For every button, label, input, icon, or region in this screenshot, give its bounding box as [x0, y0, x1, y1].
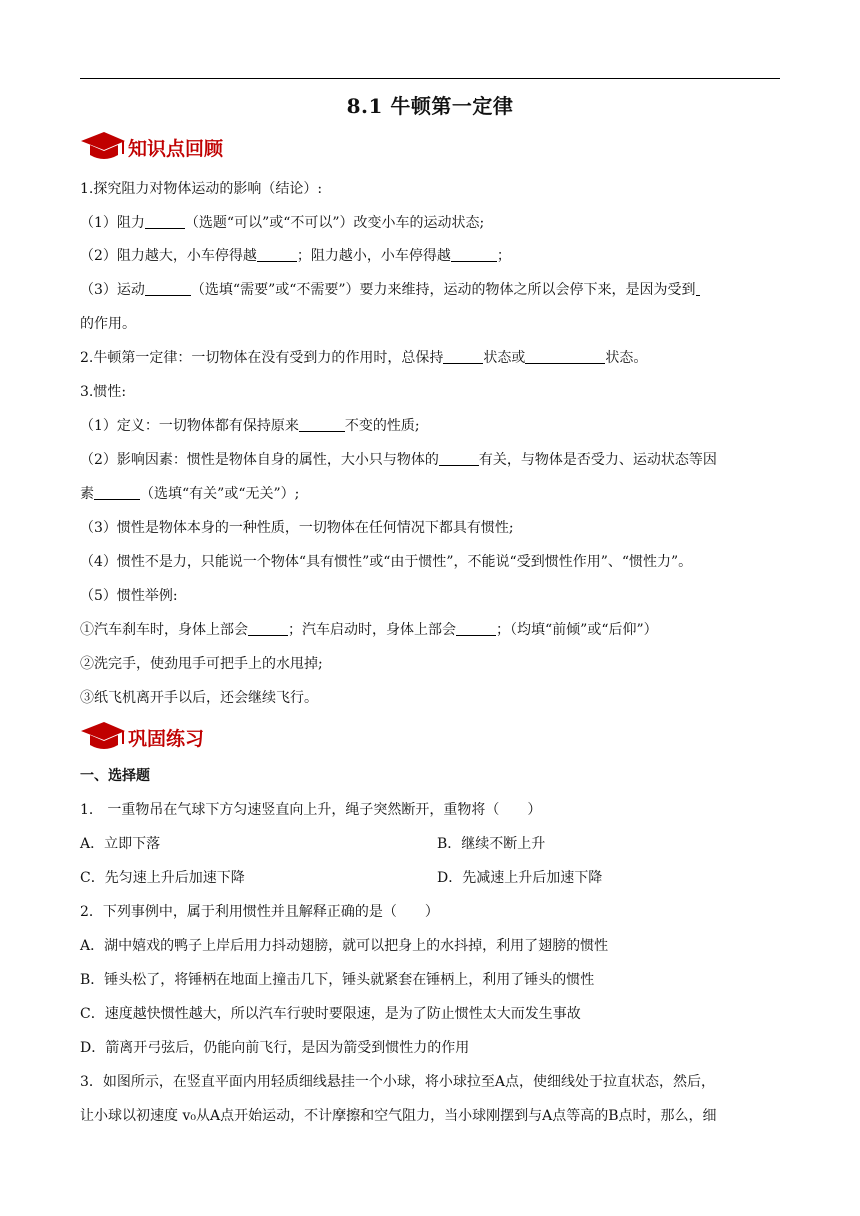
question-1-option-b[interactable]: B．继续不断上升 [437, 836, 546, 852]
knowledge-line-13: （5）惯性举例: [80, 588, 178, 604]
knowledge-line-7: 3.惯性: [80, 384, 127, 400]
knowledge-line-12: （4）惯性不是力，只能说一个物体“具有惯性”或“由于惯性”，不能说“受到惯性作用”、“惯性力”。 [80, 554, 693, 570]
answer-blank[interactable] [456, 620, 496, 636]
answer-blank[interactable] [94, 484, 140, 500]
question-2: 2．下列事例中，属于利用惯性并且解释正确的是（ ） [80, 904, 439, 920]
knowledge-line-16: ③纸飞机离开手以后，还会继续飞行。 [80, 690, 318, 706]
graduation-cap-icon [80, 720, 126, 752]
answer-blank[interactable] [439, 450, 479, 466]
knowledge-line-6: 2.牛顿第一定律：一切物体在没有受到力的作用时，总保持 状态或 状态。 [80, 350, 648, 366]
question-2-option-c[interactable]: C．速度越快惯性越大，所以汽车行驶时要限速，是为了防止惯性太大而发生事故 [80, 1006, 581, 1022]
knowledge-line-4: （3）运动 （选填“需要”或“不需要”）要力来维持，运动的物体之所以会停下来，是因为受到 [80, 280, 780, 300]
section-title: 知识点回顾 [128, 138, 224, 160]
knowledge-line-15: ②洗完手，使劲甩手可把手上的水甩掉; [80, 656, 323, 672]
answer-blank[interactable] [257, 246, 297, 262]
graduation-cap-icon [80, 130, 126, 162]
knowledge-line-1: 1.探究阻力对物体运动的影响（结论）: [80, 181, 323, 197]
knowledge-line-14: ①汽车刹车时，身体上部会 ；汽车启动时，身体上部会 ；（均填“前倾”或“后仰”） [80, 622, 658, 638]
question-2-option-d[interactable]: D．箭离开弓弦后，仍能向前飞行，是因为箭受到惯性力的作用 [80, 1040, 470, 1056]
knowledge-line-8: （1）定义：一切物体都有保持原来 不变的性质; [80, 418, 420, 434]
question-1-option-c[interactable]: C．先匀速上升后加速下降 [80, 870, 245, 886]
section-practice-heading [80, 718, 204, 752]
answer-blank[interactable] [248, 620, 288, 636]
answer-blank[interactable] [145, 213, 185, 229]
question-2-option-b[interactable]: B．锤头松了，将锤柄在地面上撞击几下，锤头就紧套在锤柄上，利用了锤头的惯性 [80, 972, 595, 988]
section-title: 巩固练习 [128, 728, 205, 750]
practice-subheading: 一、选择题 [80, 768, 150, 784]
knowledge-line-10: 素 （选填“有关”或“无关”）; [80, 486, 300, 502]
section-knowledge-heading [80, 128, 223, 162]
question-2-option-a[interactable]: A．湖中嬉戏的鸭子上岸后用力抖动翅膀，就可以把身上的水抖掉，利用了翅膀的惯性 [80, 938, 609, 954]
answer-blank[interactable] [299, 416, 345, 432]
knowledge-line-2: （1）阻力 （选题“可以”或“不可以”）改变小车的运动状态; [80, 215, 485, 231]
answer-blank[interactable] [696, 280, 700, 296]
answer-blank[interactable] [451, 246, 497, 262]
knowledge-line-3: （2）阻力越大，小车停得越 ；阻力越小，小车停得越 ； [80, 248, 511, 264]
header-rule [80, 78, 780, 79]
answer-blank[interactable] [525, 348, 605, 364]
knowledge-line-9: （2）影响因素：惯性是物体自身的属性，大小只与物体的 有关，与物体是否受力、运动状态等因 [80, 452, 717, 468]
question-1-option-a[interactable]: A．立即下落 [80, 836, 161, 852]
answer-blank[interactable] [145, 280, 191, 296]
knowledge-line-5: 的作用。 [80, 316, 136, 332]
question-3-line-2: 让小球以初速度 v₀从A点开始运动，不计摩擦和空气阻力，当小球刚摆到与A点等高的B点时，那么，细 [80, 1108, 717, 1124]
question-3-line-1: 3．如图所示，在竖直平面内用轻质细线悬挂一个小球，将小球拉至A点，使细线处于拉直状态，然后， [80, 1074, 716, 1090]
page-title: 8.1 牛顿第一定律 [346, 94, 514, 118]
question-1: 1． 一重物吊在气球下方匀速竖直向上升，绳子突然断开，重物将（ ） [80, 802, 542, 818]
knowledge-line-11: （3）惯性是物体本身的一种性质，一切物体在任何情况下都具有惯性; [80, 520, 514, 536]
answer-blank[interactable] [443, 348, 483, 364]
question-1-option-d[interactable]: D．先减速上升后加速下降 [437, 870, 603, 886]
